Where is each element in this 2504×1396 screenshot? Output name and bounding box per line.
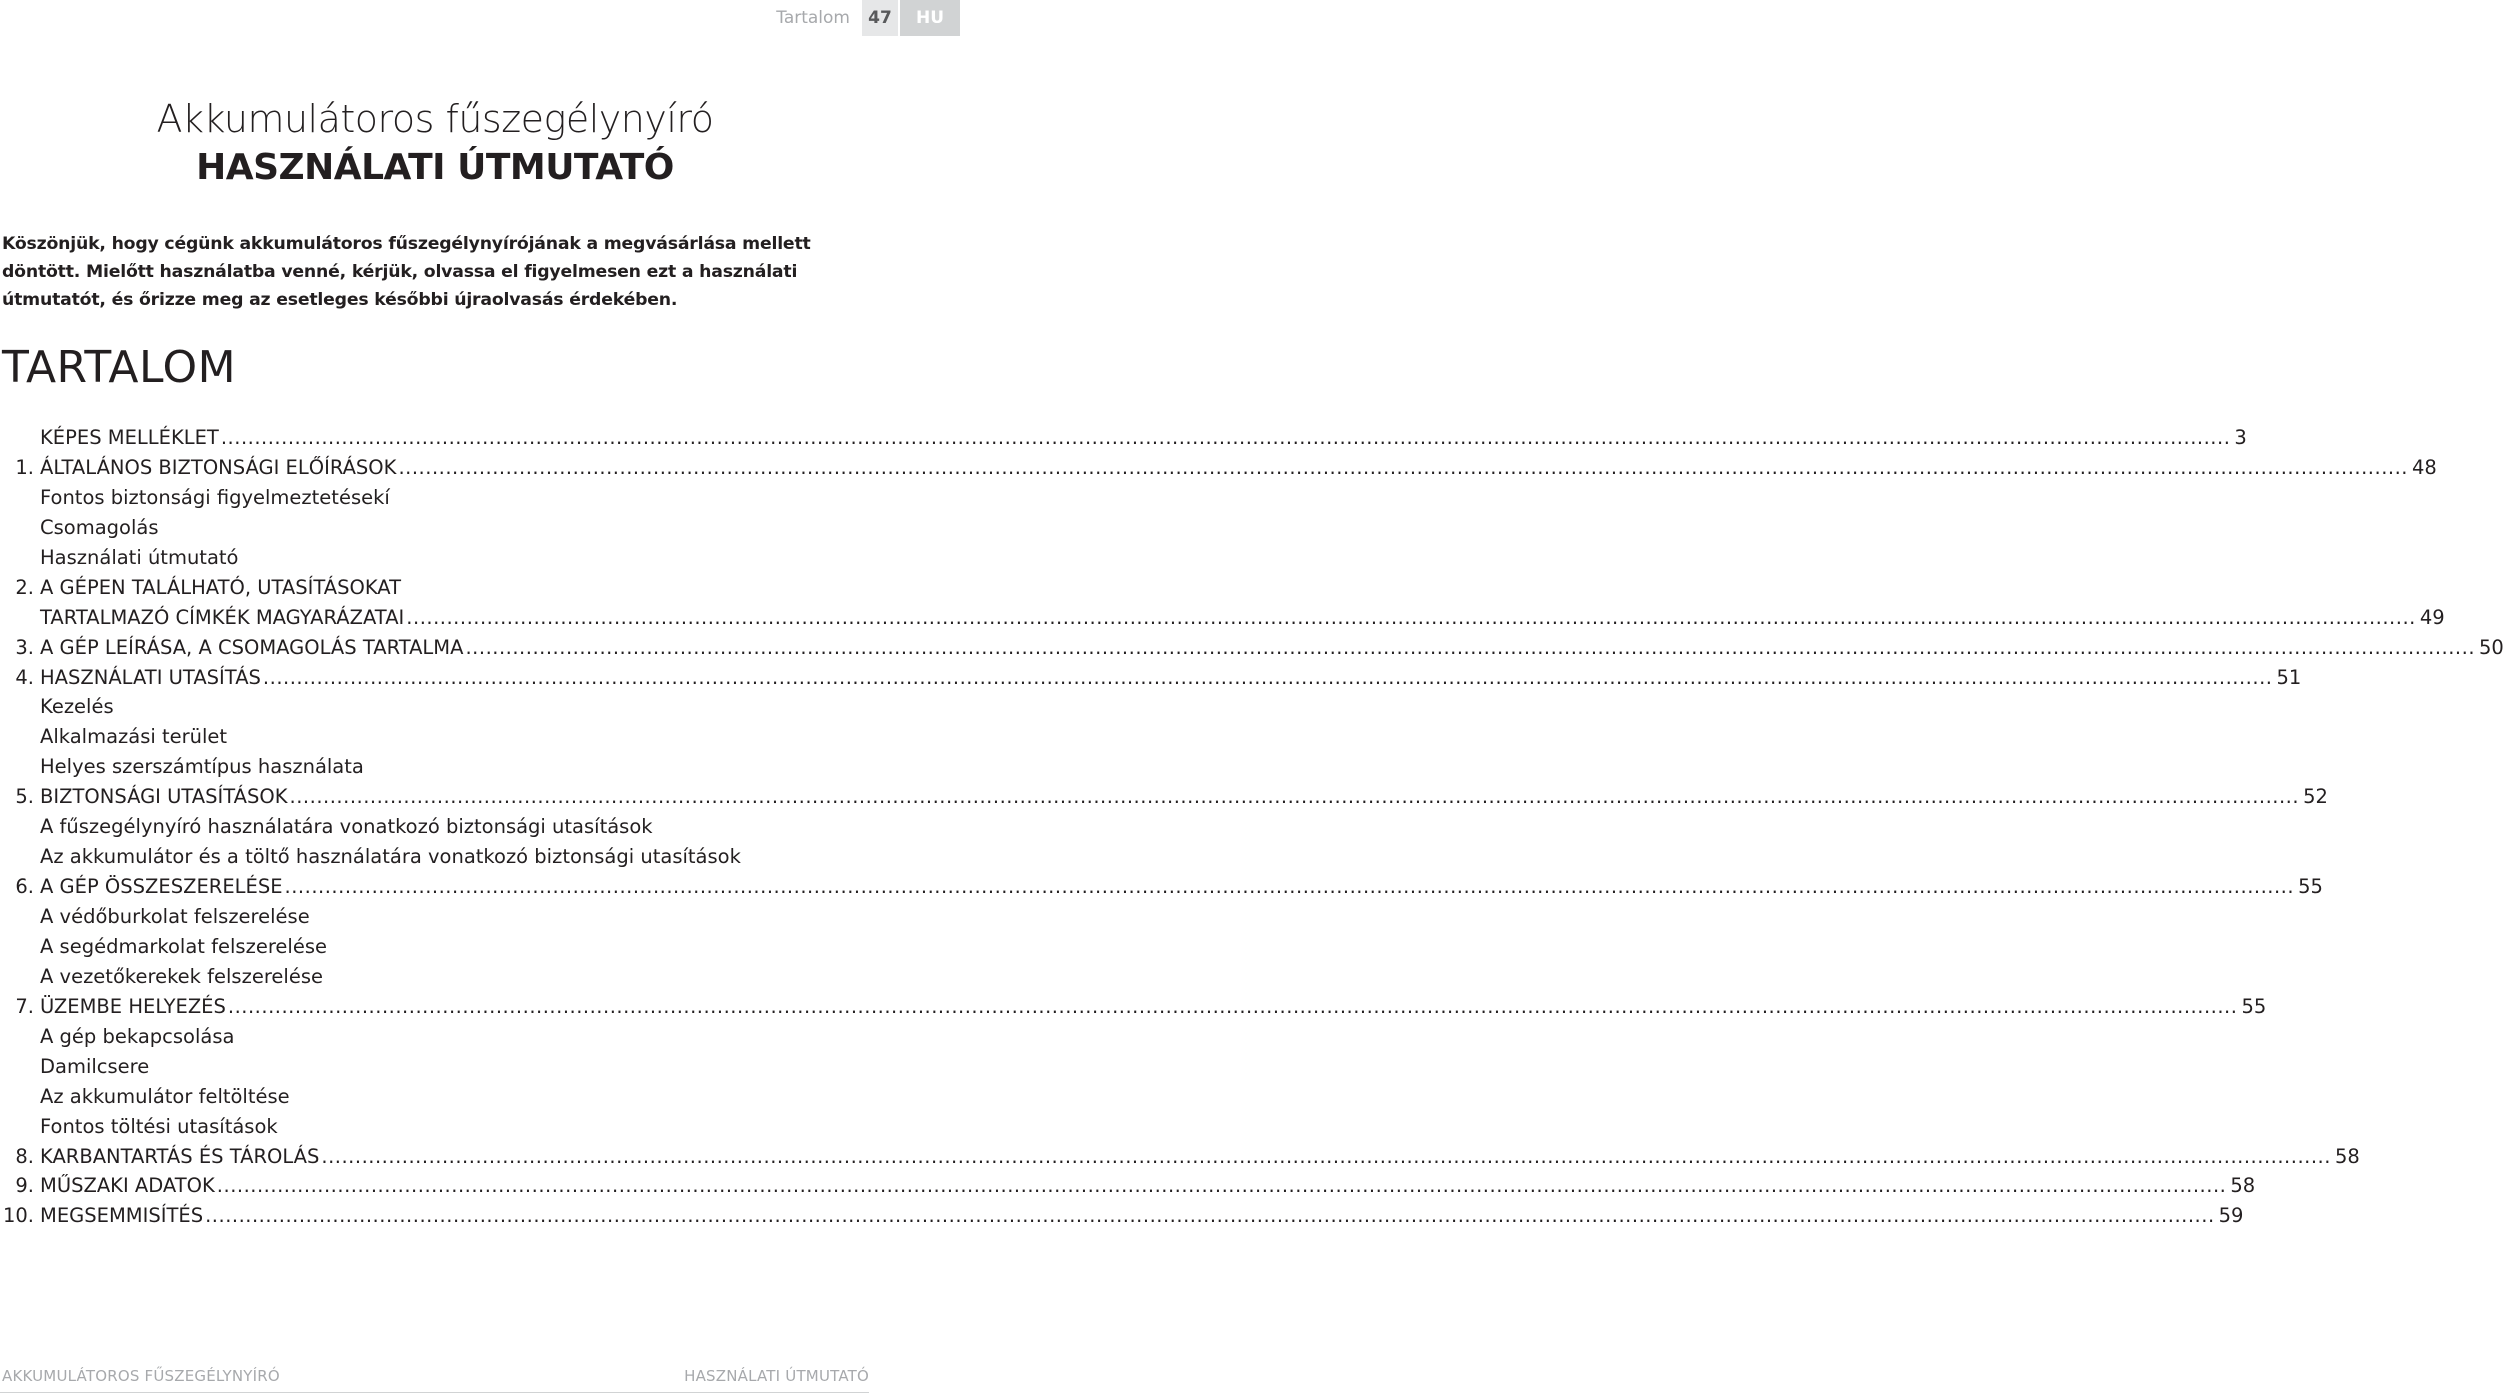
- toc-entry-title: Az akkumulátor és a töltő használatára vonatkozó biztonsági utasítások: [40, 845, 741, 869]
- footer-manual: HASZNÁLATI ÚTMUTATÓ: [684, 1367, 869, 1385]
- toc-entry-body: [40, 633, 2504, 663]
- toc-entry-title: Damilcsere: [40, 1054, 150, 1078]
- toc-entry-body: [40, 992, 2267, 1022]
- toc-entry-body: [40, 1171, 2256, 1201]
- toc-entry-title: Fontos biztonsági figyelmeztetésekí: [40, 485, 390, 509]
- section-label: Tartalom: [776, 8, 850, 28]
- toc-entry-page: 48: [2412, 455, 2437, 479]
- toc-entry-title: Fontos töltési utasítások: [40, 1114, 278, 1138]
- toc-leader-dots: ............................................................................................................................................................................................................................................................................................................: [220, 426, 2231, 449]
- toc-leader-dots: ............................................................................................................................................................................................................................................................................................................: [205, 1204, 2215, 1228]
- toc-entry[interactable]: [0, 453, 2437, 483]
- toc-leader-dots: ............................................................................................................................................................................................................................................................................................................: [284, 875, 2295, 899]
- toc-entry[interactable]: [0, 1142, 2360, 1172]
- toc-entry-number: 5.: [15, 785, 34, 809]
- toc-heading: TARTALOM: [2, 342, 237, 393]
- toc-entry[interactable]: [0, 992, 2267, 1022]
- toc-entry-page: 3: [2234, 426, 2247, 449]
- toc-entry-body: [40, 453, 2437, 483]
- toc-leader-dots: ............................................................................................................................................................................................................................................................................................................: [289, 785, 2300, 809]
- toc-entry[interactable]: [0, 902, 870, 932]
- toc-entry-title: KÉPES MELLÉKLET: [40, 426, 219, 449]
- toc-entry-title: Használati útmutató: [40, 545, 239, 569]
- toc-entry-page: 59: [2218, 1204, 2244, 1228]
- toc-entry-number: 6.: [15, 875, 34, 899]
- toc-entry-body: [40, 962, 870, 992]
- toc-entry[interactable]: [0, 842, 870, 872]
- toc-entry-page: 52: [2303, 785, 2328, 809]
- toc-entry-body: [40, 513, 870, 543]
- toc-leader-dots: ............................................................................................................................................................................................................................................................................................................: [465, 635, 2476, 659]
- toc-entry[interactable]: [0, 872, 2323, 902]
- toc-entry[interactable]: [0, 573, 870, 603]
- toc-entry-page: 55: [2298, 875, 2323, 899]
- toc-entry[interactable]: [0, 1171, 2256, 1201]
- toc-entry-body: [40, 1022, 870, 1052]
- toc-entry-title: A GÉP ÖSSZESZERELÉSE: [40, 875, 283, 899]
- toc-entry-body: [40, 842, 870, 872]
- toc-entry-body: [40, 902, 870, 932]
- toc-entry[interactable]: [0, 423, 2247, 453]
- toc-entry-title: Alkalmazási terület: [40, 725, 228, 749]
- toc-entry-body: [40, 782, 2328, 812]
- toc-entry-title: A védőburkolat felszerelése: [40, 905, 310, 928]
- toc-entry[interactable]: [0, 1201, 2244, 1231]
- toc-entry-title: HASZNÁLATI UTASÍTÁS: [40, 665, 261, 689]
- toc-entry-body: [40, 1052, 870, 1082]
- toc-entry-body: [40, 932, 870, 962]
- toc-entry-title: A vezetőkerekek felszerelése: [40, 964, 323, 988]
- toc-entry-number: 7.: [15, 994, 34, 1018]
- toc-leader-dots: ............................................................................................................................................................................................................................................................................................................: [227, 994, 2238, 1018]
- toc-entry-number: 2.: [15, 575, 34, 599]
- toc-entry-body: [40, 692, 870, 722]
- toc-entry-number: 9.: [15, 1174, 34, 1198]
- toc-entry-body: [40, 423, 2247, 453]
- toc-entry-body: [40, 663, 2302, 693]
- toc-entry[interactable]: [0, 1112, 870, 1142]
- toc-entry-body: [40, 573, 870, 603]
- toc-entry-title: A segédmarkolat felszerelése: [40, 934, 327, 958]
- toc-leader-dots: ............................................................................................................................................................................................................................................................................................................: [262, 665, 2273, 689]
- toc-entry[interactable]: [0, 1052, 870, 1082]
- product-title: Akkumulátoros fűszegélynyíró: [156, 97, 714, 141]
- toc-entry-page: 55: [2241, 994, 2267, 1018]
- toc-entry-page: 50: [2479, 635, 2504, 659]
- toc-entry[interactable]: [0, 633, 2504, 663]
- footer-divider: [0, 1392, 869, 1393]
- toc-entry-title: Helyes szerszámtípus használata: [40, 755, 364, 779]
- toc-entry-body: [40, 543, 870, 573]
- toc-entry-title: Kezelés: [40, 695, 114, 719]
- toc-entry-body: [40, 872, 2323, 902]
- toc-entry-title: KARBANTARTÁS ÉS TÁROLÁS: [40, 1144, 320, 1168]
- toc-entry-title: MEGSEMMISÍTÉS: [40, 1204, 204, 1228]
- toc-entry[interactable]: [0, 603, 2445, 633]
- toc-entry-title: A GÉP LEÍRÁSA, A CSOMAGOLÁS TARTALMA: [40, 635, 464, 659]
- toc-entry-body: [40, 812, 870, 842]
- toc-entry-title: A gép bekapcsolása: [40, 1024, 235, 1048]
- toc-entry-body: [40, 722, 870, 752]
- toc-entry-number: 1.: [15, 455, 34, 479]
- toc-entry-body: [40, 752, 870, 782]
- toc-entry[interactable]: [0, 543, 870, 573]
- toc-entry[interactable]: [0, 962, 870, 992]
- toc-entry-page: 58: [2230, 1174, 2256, 1198]
- toc-entry-number: 8.: [15, 1144, 34, 1168]
- language-badge: HU: [900, 0, 960, 36]
- intro-paragraph: Köszönjük, hogy cégünk akkumulátoros fűszegélynyírójának a megvásárlása mellett döntött. Mielőtt használatba venné, kérjük, olvassa el figyelmesen ezt a használati útmutatót, és őrizze meg az esetleges későbbi újraolvasás érdekében.: [2, 234, 811, 310]
- toc-entry-title: TARTALMAZÓ CÍMKÉK MAGYARÁZATAI: [40, 605, 405, 629]
- footer-product: AKKUMULÁTOROS FŰSZEGÉLYNYÍRÓ: [2, 1367, 280, 1385]
- toc-entry[interactable]: [0, 782, 2328, 812]
- toc-leader-dots: ............................................................................................................................................................................................................................................................................................................: [398, 455, 2408, 479]
- page-number: 47: [862, 0, 898, 36]
- toc-entry-title: ÜZEMBE HELYEZÉS: [40, 994, 226, 1018]
- toc-entry[interactable]: [0, 932, 870, 962]
- toc-entry-body: [40, 1201, 2244, 1231]
- toc-entry[interactable]: [0, 1082, 870, 1112]
- toc-entry-body: [40, 1112, 870, 1142]
- table-of-contents: [0, 423, 2504, 1231]
- toc-entry[interactable]: [0, 692, 870, 722]
- toc-entry-body: [40, 483, 870, 513]
- toc-entry-body: [40, 1082, 870, 1112]
- toc-entry-title: Csomagolás: [40, 515, 159, 539]
- toc-entry-title: Az akkumulátor feltöltése: [40, 1084, 290, 1108]
- toc-entry-title: ÁLTALÁNOS BIZTONSÁGI ELŐÍRÁSOK: [40, 455, 397, 479]
- toc-entry[interactable]: [0, 483, 870, 513]
- toc-leader-dots: ............................................................................................................................................................................................................................................................................................................: [321, 1144, 2331, 1168]
- toc-entry-title: A fűszegélynyíró használatára vonatkozó biztonsági utasítások: [40, 815, 653, 839]
- document-title: [0, 96, 870, 190]
- toc-entry[interactable]: [0, 812, 870, 842]
- toc-leader-dots: ............................................................................................................................................................................................................................................................................................................: [406, 605, 2416, 629]
- toc-leader-dots: ............................................................................................................................................................................................................................................................................................................: [216, 1174, 2227, 1198]
- page-header-tab: [776, 0, 960, 36]
- toc-entry-title: MŰSZAKI ADATOK: [40, 1174, 215, 1198]
- toc-entry[interactable]: [0, 663, 2302, 693]
- toc-entry-number: 10.: [2, 1204, 34, 1228]
- toc-entry-body: [40, 603, 2445, 633]
- toc-entry-page: 49: [2419, 605, 2445, 629]
- toc-entry[interactable]: [0, 1022, 870, 1052]
- toc-entry[interactable]: [0, 752, 870, 782]
- toc-entry[interactable]: [0, 513, 870, 543]
- toc-entry[interactable]: [0, 722, 870, 752]
- toc-entry-page: 58: [2334, 1144, 2360, 1168]
- toc-entry-title: BIZTONSÁGI UTASÍTÁSOK: [40, 785, 288, 809]
- toc-entry-number: 4.: [15, 665, 34, 689]
- manual-title: HASZNÁLATI ÚTMUTATÓ: [196, 147, 674, 188]
- toc-entry-body: [40, 1142, 2360, 1172]
- toc-entry-page: 51: [2276, 665, 2302, 689]
- toc-entry-title: A GÉPEN TALÁLHATÓ, UTASÍTÁSOKAT: [40, 575, 402, 599]
- toc-entry-number: 3.: [15, 635, 34, 659]
